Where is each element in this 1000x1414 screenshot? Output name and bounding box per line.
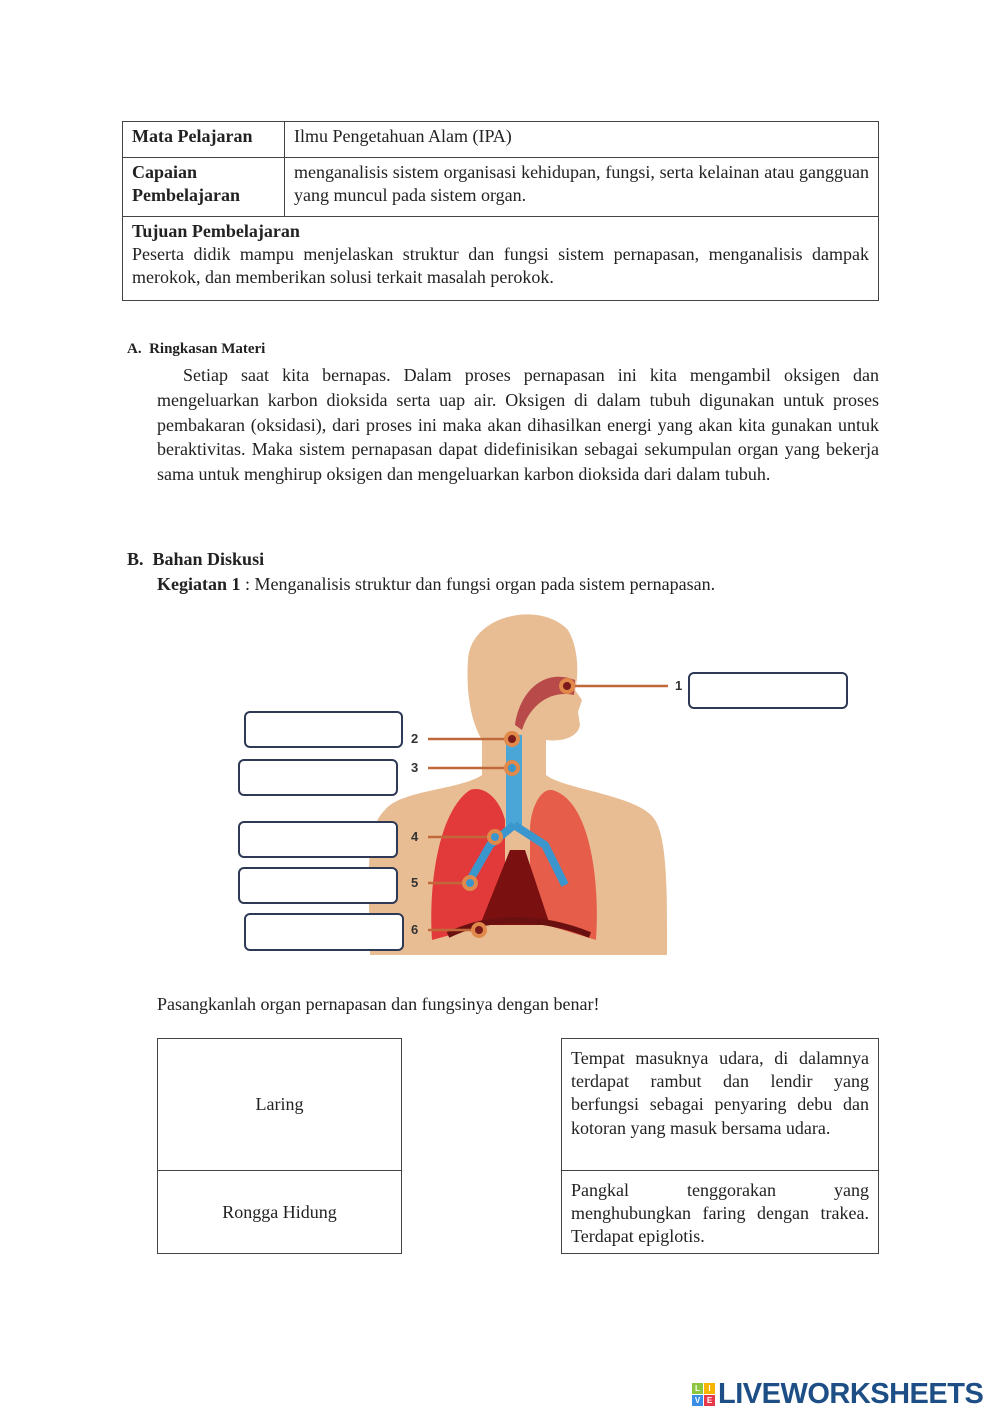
activity-line — [157, 574, 715, 595]
marker-5 — [464, 877, 476, 889]
organ-laring[interactable]: Laring — [157, 1038, 402, 1171]
answer-input-5[interactable] — [238, 867, 398, 904]
answer-input-6[interactable] — [244, 913, 404, 951]
outcome-value: menganalisis sistem organisasi kehidupan, fungsi, serta kelainan atau gangguan yang muncul pada sistem organ. — [284, 157, 879, 217]
section-b-marker: B. — [127, 549, 144, 569]
activity-text: : Menganalisis struktur dan fungsi organ pada sistem pernapasan. — [240, 574, 716, 594]
function-2[interactable]: Pangkal tenggorakan yang menghubungkan faring dengan trakea. Terdapat epiglotis. — [561, 1170, 879, 1254]
outcome-label: Capaian Pembelajaran — [132, 162, 240, 205]
marker-2 — [506, 733, 518, 745]
label-2: 2 — [411, 731, 419, 746]
marker-4 — [489, 831, 501, 843]
respiratory-system-diagram — [363, 607, 668, 955]
subject-value: Ilmu Pengetahuan Alam (IPA) — [284, 121, 879, 158]
section-a-title: Ringkasan Materi — [149, 341, 266, 357]
brand-name: LIVEWORKSHEETS — [718, 1378, 984, 1410]
matching-instruction: Pasangkanlah organ pernapasan dan fungsinya dengan benar! — [157, 994, 600, 1014]
subject-label: Mata Pelajaran — [132, 126, 253, 146]
logo-icon — [692, 1383, 715, 1406]
label-6: 6 — [411, 922, 419, 937]
function-1[interactable]: Tempat masuknya udara, di dalamnya terdapat rambut dan lendir yang berfungsi sebagai penyaring debu dan kotoran yang masuk bersama udara. — [561, 1038, 879, 1171]
marker-6 — [473, 924, 485, 936]
subject-label-cell — [122, 121, 285, 158]
logo-letter: E — [704, 1395, 715, 1406]
goal-value: Peserta didik mampu menjelaskan struktur dan fungsi sistem pernapasan, menganalisis dampak merokok, dan memberikan solusi terkait masalah perokok. — [132, 244, 869, 287]
answer-input-4[interactable] — [238, 821, 398, 858]
goal-cell — [122, 216, 879, 301]
logo-letter: I — [704, 1383, 715, 1394]
label-1: 1 — [675, 678, 683, 693]
logo-letter: L — [692, 1383, 703, 1394]
section-a-text: Setiap saat kita bernapas. Dalam proses pernapasan ini kita mengambil oksigen dan mengeluarkan karbon dioksida serta uap air. Oksigen di dalam tubuh digunakan untuk proses pembakaran (oksidasi), dari proses ini maka akan dihasilkan energi yang akan kita gunakan untuk beraktivitas. Maka sistem pernapasan dapat didefinisikan sebagai sekumpulan organ yang bekerja sama untuk menghirup oksigen dan mengeluarkan karbon dioksida dari dalam tubuh. — [157, 365, 879, 485]
liveworksheets-logo — [692, 1378, 983, 1411]
logo-letter: V — [692, 1395, 703, 1406]
goal-label: Tujuan Pembelajaran — [132, 221, 300, 241]
label-3: 3 — [411, 760, 419, 775]
answer-input-1[interactable] — [688, 672, 848, 709]
outcome-label-cell — [122, 157, 285, 217]
organ-rongga-hidung[interactable]: Rongga Hidung — [157, 1170, 402, 1254]
section-a-heading — [127, 341, 265, 358]
answer-input-3[interactable] — [238, 759, 398, 796]
section-a-marker: A. — [127, 341, 142, 357]
section-b-title: Bahan Diskusi — [152, 549, 265, 569]
label-5: 5 — [411, 875, 419, 890]
trachea — [506, 735, 522, 830]
marker-1 — [561, 680, 573, 692]
label-4: 4 — [411, 829, 419, 844]
section-b-heading — [127, 549, 264, 570]
marker-3 — [506, 762, 518, 774]
activity-label: Kegiatan 1 — [157, 574, 241, 594]
answer-input-2[interactable] — [244, 711, 403, 748]
